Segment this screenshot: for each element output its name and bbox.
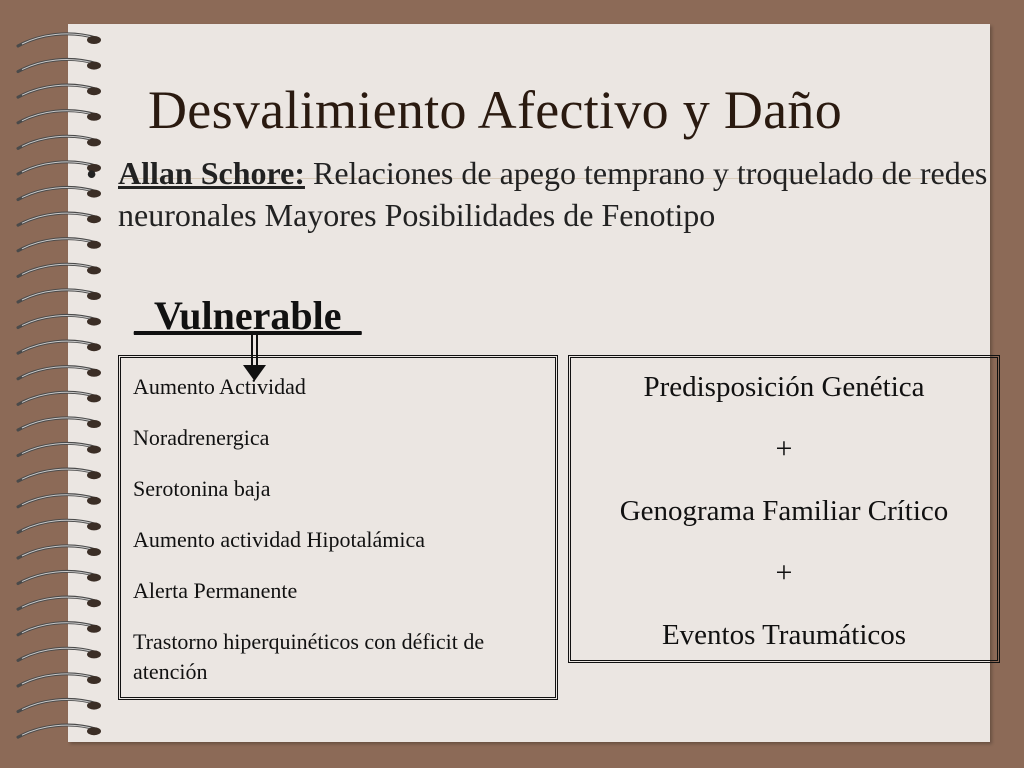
plus-sign: + xyxy=(775,556,793,589)
list-item: Aumento Actividad xyxy=(133,374,306,399)
slide-title: Desvalimiento Afectivo y Daño xyxy=(148,80,843,140)
list-item: Aumento actividad Hipotalámica xyxy=(133,527,426,552)
risk-factors-box xyxy=(568,355,1000,663)
neuro-effects-box xyxy=(118,355,558,700)
neuro-effects-list xyxy=(121,358,555,687)
bullet-icon: • xyxy=(86,156,98,192)
risk-factors-list xyxy=(571,358,997,652)
list-item: Noradrenergica xyxy=(133,425,270,450)
spiral-binding-icon xyxy=(0,28,112,740)
list-item: Predisposición Genética xyxy=(643,371,925,403)
list-item: Genograma Familiar Crítico xyxy=(619,495,949,527)
list-item: Serotonina baja xyxy=(133,476,271,501)
list-item: Trastorno hiperquinéticos con déficit de atención xyxy=(133,629,485,684)
bullet-lead: Allan Schore: xyxy=(118,155,305,191)
bullet-body: Relaciones de apego temprano y troquelado de redes neuronales Mayores Posibilidades de Fenotipo xyxy=(118,155,988,233)
plus-sign: + xyxy=(775,432,793,465)
bullet-paragraph xyxy=(118,152,998,236)
vulnerable-label: _Vulnerable_ xyxy=(134,293,362,338)
list-item: Eventos Traumáticos xyxy=(661,619,907,651)
list-item: Alerta Permanente xyxy=(133,578,298,603)
